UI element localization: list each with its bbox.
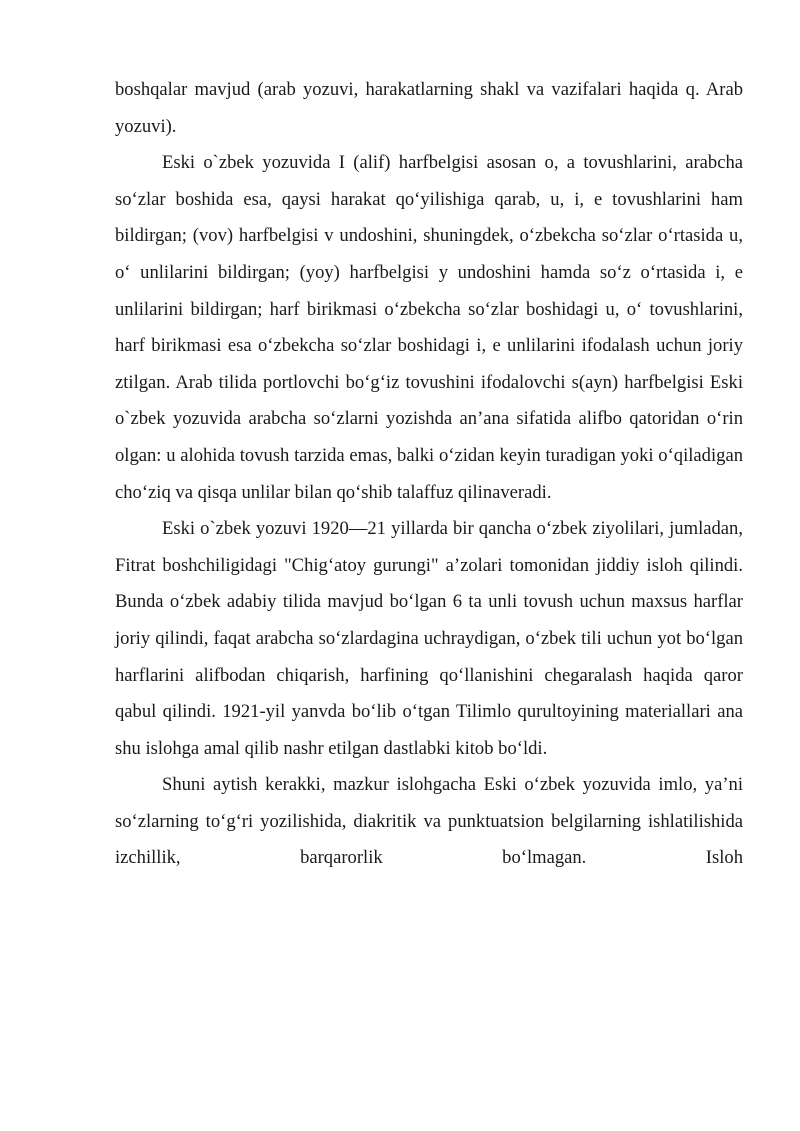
- paragraph-4: Shuni aytish kerakki, mazkur islohgacha Eski o‘zbek yozuvida imlo, ya’ni so‘zlarning to‘g‘ri yozilishida, diakritik va punktuatsion belgilarning ishlatilishida izchillik, barqarorlik bo‘lmagan. Isloh: [115, 774, 743, 869]
- document-page: [115, 72, 743, 877]
- paragraph-3: Eski o`zbek yozuvi 1920—21 yillarda bir qancha o‘zbek ziyolilari, jumladan, Fitrat boshchiligidagi "Chig‘atoy gurungi" a’zolari tomonidan jiddiy isloh qilindi. Bunda o‘zbek adabiy tilida mavjud bo‘lgan 6 ta unli tovush uchun maxsus harflar joriy qilindi, faqat arabcha so‘zlardagina uchraydigan, o‘zbek tili uchun yot bo‘lgan harflarini alifbodan chiqarish, harfining qo‘llanishini chegaralash haqida qaror qabul qilindi. 1921-yil yanvda bo‘lib o‘tgan Tilimlo qurultoyining materiallari ana shu islohga amal qilib nashr etilgan dastlabki kitob bo‘ldi.: [115, 518, 743, 759]
- paragraph-2: Eski o`zbek yozuvida I (alif) harfbelgisi asosan o, a tovushlarini, arabcha so‘zlar boshida esa, qaysi harakat qo‘yilishiga qarab, u, i, e tovushlarini ham bildirgan; (vov) harfbelgisi v undoshini, shuningdek, o‘zbekcha so‘zlar o‘rtasida u, o‘ unlilarini bildirgan; (yoy) harfbelgisi y undoshini hamda so‘z o‘rtasida i, e unlilarini bildirgan; harf birikmasi o‘zbekcha so‘zlar boshidagi u, o‘ tovushlarini, harf birikmasi esa o‘zbekcha so‘zlar boshidagi i, e unlilarini ifodalash uchun joriy ztilgan. Arab tilida portlovchi bo‘g‘iz tovushini ifodalovchi s(ayn) harfbelgisi Eski o`zbek yozuvida arabcha so‘zlarni yozishda an’ana sifatida alifbo qatoridan o‘rin olgan: u alohida tovush tarzida emas, balki o‘zidan keyin turadigan yoki o‘qiladigan cho‘ziq va qisqa unlilar bilan qo‘shib talaffuz qilinaveradi.: [115, 152, 743, 503]
- paragraph-1: boshqalar mavjud (arab yozuvi, harakatlarning shakl va vazifalari haqida q. Arab yozuvi).: [115, 79, 743, 137]
